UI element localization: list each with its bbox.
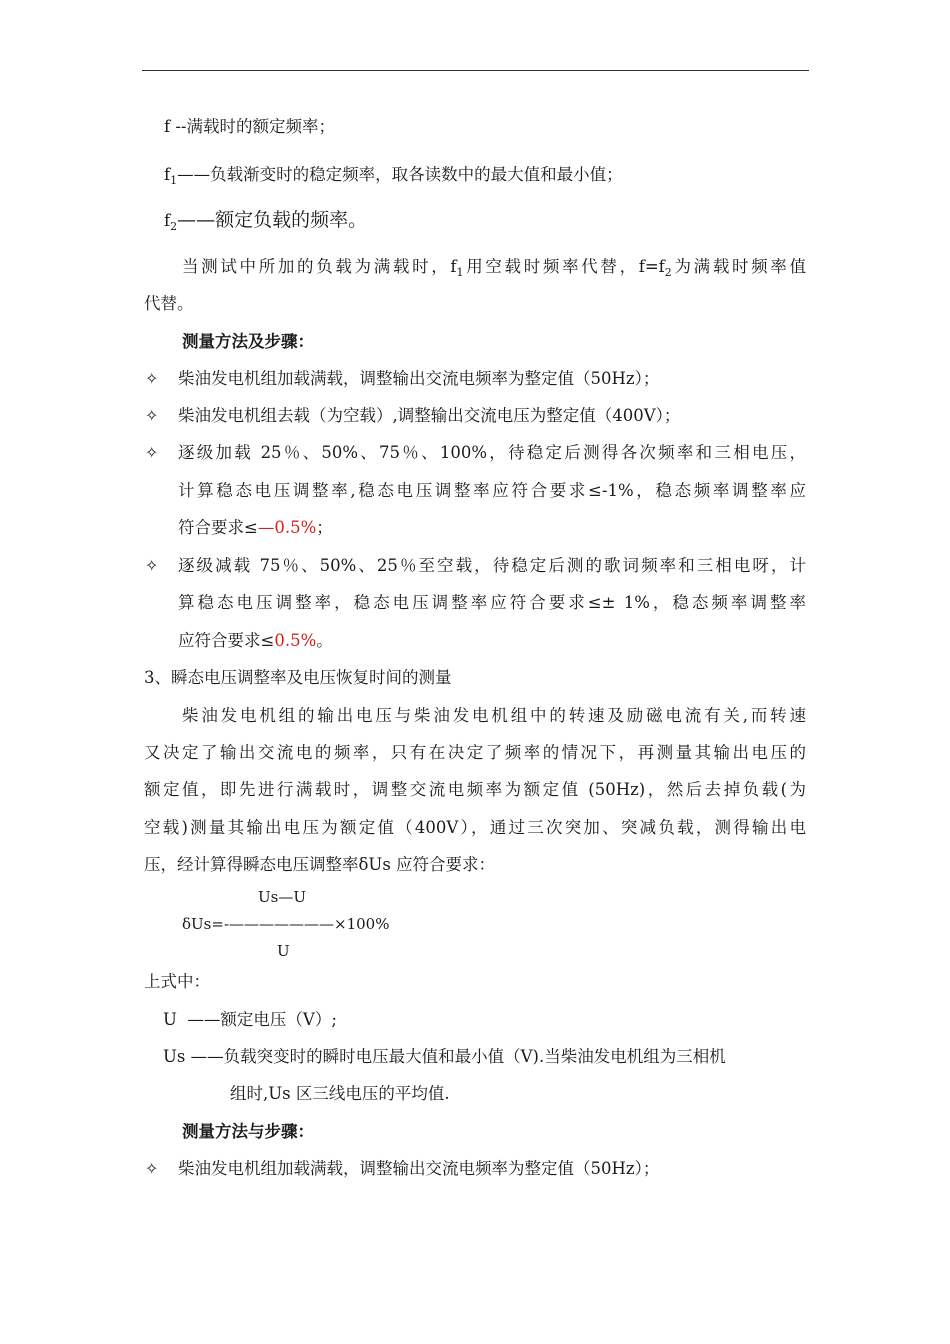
s1-bullet-3-line-3 [178, 517, 333, 539]
s1-bullet-3-line-1: 逐级加载 25％、50%、75％、100%，待稳定后测得各次频率和三相电压， [178, 443, 806, 462]
s3-paragraph-line-1: 柴油发电机组的输出电压与柴油发电机组中的转速及励磁电流有关,而转速 [182, 706, 806, 725]
note-sub-2: 2 [664, 266, 672, 279]
formula-fraction-bar: -——————— [223, 915, 335, 933]
s3-paragraph-line-4: 空载)测量其输出电压为额定值（400V），通过三次突加、突减负载，测得输出电 [144, 818, 806, 837]
note-text-b: 用空载时频率代替，f=f [463, 257, 665, 276]
s1-b4-text: 应符合要求≤ [178, 631, 275, 650]
u-symbol: U [163, 1010, 177, 1029]
def-f [164, 116, 335, 138]
s1-bullet-2: 柴油发电机组去载（为空载）,调整输出交流电压为整定值（400V）； [178, 406, 681, 425]
bullet-diamond-icon: ✧ [145, 369, 159, 388]
section3-title: 3、瞬态电压调整率及电压恢复时间的测量 [144, 668, 452, 687]
f2-symbol: f [164, 211, 171, 230]
s1-bullet-4-line-3 [178, 630, 333, 652]
s3-paragraph-line-5: 压，经计算得瞬态电压调整率δUs 应符合要求： [144, 855, 496, 874]
s3-paragraph-line-2: 又决定了输出交流电的频率，只有在决定了频率的情况下，再测量其输出电压的 [144, 743, 806, 762]
formula-denominator: U [277, 942, 290, 960]
s1-b4-red-value: 0.5% [274, 631, 317, 650]
note-line-2: 代替。 [144, 294, 194, 313]
formula-line [182, 913, 389, 935]
note-sub-1: 1 [456, 266, 464, 279]
s1-bullet-1: 柴油发电机组加载满载，调整输出交流电频率为整定值（50Hz）； [178, 369, 660, 388]
section1-heading: 测量方法及步骤： [182, 332, 314, 351]
note-text-a: 当测试中所加的负载为满载时，f [182, 257, 457, 276]
where-us-line-1 [163, 1046, 726, 1068]
s1-bullet-4-line-2: 算稳态电压调整率，稳态电压调整率应符合要求≤± 1%，稳态频率调整率 [178, 593, 806, 612]
us-symbol: Us [163, 1047, 186, 1066]
note-text-c: 为满载时频率值 [671, 257, 807, 276]
s1-b4-end: 。 [316, 631, 333, 650]
bullet-diamond-icon: ✧ [145, 556, 159, 575]
formula-numerator: Us—U [258, 888, 306, 906]
header-rule [142, 70, 809, 71]
where-us-line-2: 组时,Us 区三线电压的平均值. [230, 1084, 450, 1103]
section2-heading: 测量方法与步骤： [182, 1122, 314, 1141]
formula-rhs: ×100% [334, 915, 390, 933]
f-symbol: f [164, 117, 171, 136]
def-f2 [164, 209, 367, 232]
f-description: --满载时的额定频率； [170, 117, 336, 136]
where-u [163, 1009, 337, 1031]
s1-bullet-3-line-2: 计算稳态电压调整率,稳态电压调整率应符合要求≤-1%，稳态频率调整率应 [178, 481, 806, 500]
s1-b3-end: ； [316, 518, 333, 537]
f1-description: ——负载渐变时的稳定频率，取各读数中的最大值和最小值； [177, 165, 623, 184]
u-description: ——额定电压（V）; [187, 1010, 337, 1029]
bullet-diamond-icon: ✧ [145, 406, 159, 425]
bullet-diamond-icon: ✧ [145, 1159, 159, 1178]
bullet-diamond-icon: ✧ [145, 443, 159, 462]
s1-bullet-4-line-1: 逐级减载 75％、50%、25％至空载，待稳定后测的歌词频率和三相电呀，计 [178, 556, 806, 575]
s3-paragraph-line-3: 额定值，即先进行满载时，调整交流电频率为额定值 (50Hz)，然后去掉负载(为 [144, 780, 806, 799]
s1-b3-text: 符合要求≤ [178, 518, 258, 537]
def-f1 [164, 164, 623, 186]
s1-b3-red-value: —0.5% [257, 518, 317, 537]
s2-bullet-1: 柴油发电机组加载满载，调整输出交流电频率为整定值（50Hz）； [178, 1159, 660, 1178]
where-label: 上式中： [144, 972, 210, 991]
note-line-1 [182, 256, 806, 278]
formula-lhs: δUs= [182, 915, 224, 933]
f2-subscript: 2 [170, 220, 178, 233]
f1-subscript: 1 [170, 174, 178, 187]
f2-description: ——额定负载的频率。 [177, 209, 368, 231]
us-description-1: ——负载突变时的瞬时电压最大值和最小值（V).当柴油发电机组为三相机 [190, 1047, 726, 1066]
f1-symbol: f [164, 165, 171, 184]
